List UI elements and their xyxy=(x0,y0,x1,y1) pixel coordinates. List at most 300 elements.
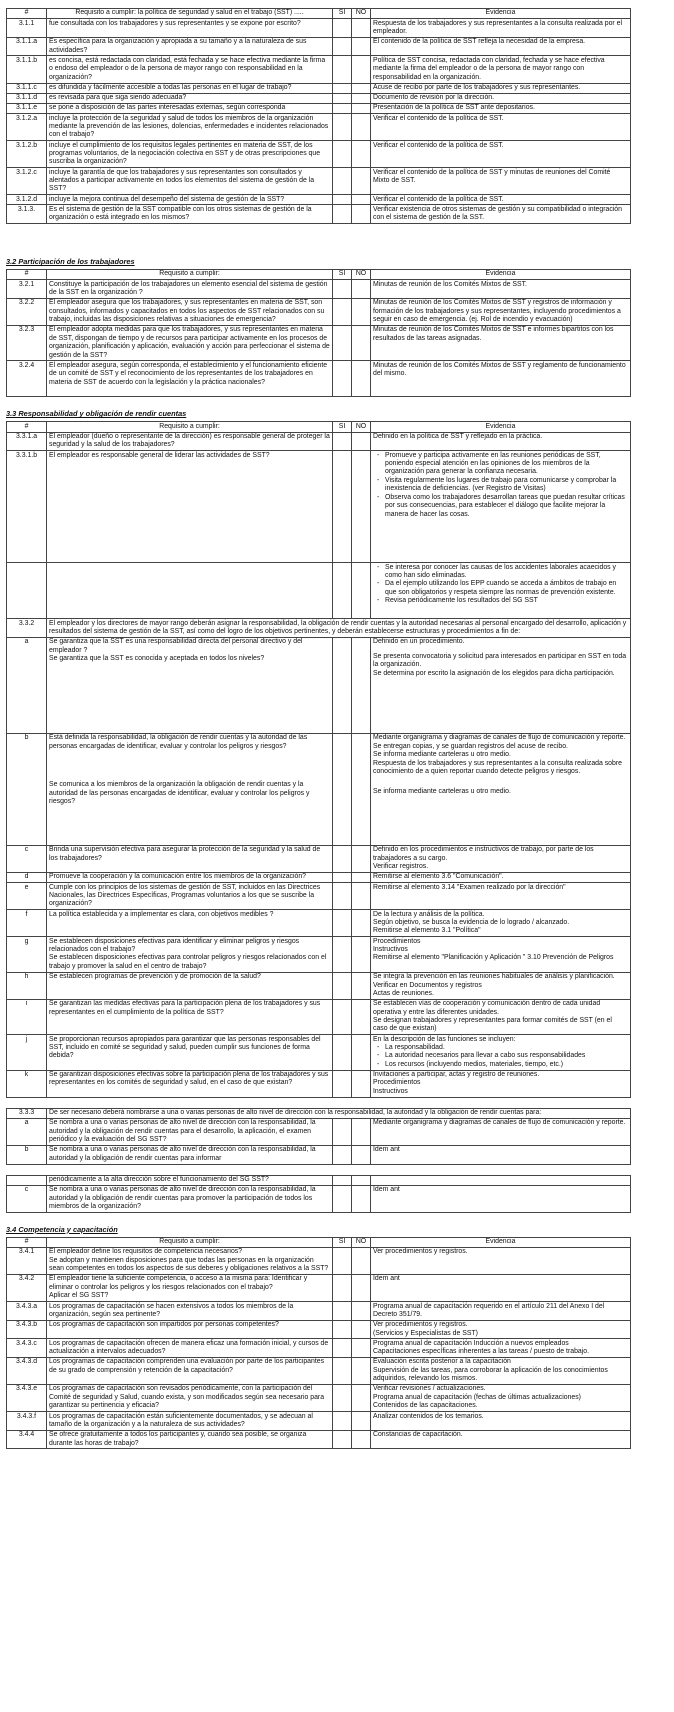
row-requirement: es difundida y fácilmente accesible a todas las personas en el lugar de trabajo? xyxy=(47,83,333,93)
row-requirement: incluye la protección de la seguridad y salud de todos los miembros de la organización mediante la prevención de las lesiones, dolencias, enfermedades e incidentes relacionados con el trabajo? xyxy=(47,114,333,141)
si-cell[interactable] xyxy=(333,325,352,360)
competence-checklist-table xyxy=(6,1237,631,1450)
row-evidence-line: Ver procedimientos y registros. xyxy=(373,1248,468,1256)
row-number: 3.2.2 xyxy=(7,298,47,325)
si-cell[interactable] xyxy=(333,432,352,451)
col-header-num: # xyxy=(7,270,47,280)
col-header-evidence: Evidencia xyxy=(371,9,631,19)
col-header-si: SI xyxy=(333,422,352,432)
si-cell[interactable] xyxy=(333,1248,352,1275)
evidence-list xyxy=(373,564,628,606)
no-cell[interactable] xyxy=(352,1185,371,1212)
si-cell[interactable] xyxy=(333,872,352,882)
table-row xyxy=(7,103,631,113)
row-requirement-line: Los programas de capacitación son impartidos por personas competentes? xyxy=(49,1321,279,1329)
row-evidence: Verificar el contenido de la política de SST. xyxy=(371,114,631,141)
si-cell[interactable] xyxy=(333,1275,352,1302)
row-number: 3.1.1.b xyxy=(7,56,47,83)
no-cell[interactable] xyxy=(352,845,371,872)
no-cell[interactable] xyxy=(352,298,371,325)
table-row xyxy=(7,114,631,141)
row-number: b xyxy=(7,1145,47,1164)
row-requirement xyxy=(47,1339,333,1358)
row-evidence-line: Programa anual de capacitación Inducción a nuevos empleados xyxy=(373,1339,569,1347)
no-cell[interactable] xyxy=(352,1430,371,1449)
responsibility-checklist-table xyxy=(6,421,631,1097)
row-evidence-line: Instructivos xyxy=(373,946,408,954)
row-number: 3.3.2 xyxy=(7,619,47,638)
row-evidence: Respuesta de los trabajadores y sus representantes a la consulta realizada por el empleador. xyxy=(371,19,631,38)
row-number: 3.2.3 xyxy=(7,325,47,360)
senior-management-body-continued xyxy=(7,1175,631,1212)
row-evidence xyxy=(371,733,631,845)
row-evidence xyxy=(371,563,631,619)
no-cell[interactable] xyxy=(352,1035,371,1070)
row-number: 3.4.2 xyxy=(7,1275,47,1302)
table-row xyxy=(7,1118,631,1145)
table-row xyxy=(7,432,631,451)
senior-management-body xyxy=(7,1108,631,1164)
competence-checklist-body xyxy=(7,1248,631,1449)
row-evidence xyxy=(371,1430,631,1449)
col-header-no: NO xyxy=(352,422,371,432)
row-evidence-line: Verificar en Documentos y registros xyxy=(373,981,482,989)
si-cell[interactable] xyxy=(333,141,352,168)
table-row xyxy=(7,56,631,83)
row-number: 3.3.1.a xyxy=(7,432,47,451)
row-evidence-line: Ver procedimientos y registros. xyxy=(373,1321,468,1329)
row-evidence-line: (Servicios y Especialistas de SST) xyxy=(373,1329,478,1337)
row-evidence xyxy=(371,972,631,999)
no-cell[interactable] xyxy=(352,432,371,451)
row-evidence: Minutas de reunión de los Comités Mixtos de SST e informes bipartitos con los resultados de las tareas asignadas. xyxy=(371,325,631,360)
row-evidence: Verificar el contenido de la política de SST. xyxy=(371,141,631,168)
row-evidence-line: Analizar contenidos de los temarios. xyxy=(373,1412,484,1420)
table-row xyxy=(7,83,631,93)
row-requirement-line: Se ofrece gratuitamente a todos los participantes y, cuando sea posible, se organiza durante las horas de trabajo? xyxy=(49,1431,307,1447)
table-header-row xyxy=(7,1237,631,1247)
row-evidence-line: Verificar revisiones / actualizaciones. xyxy=(373,1385,486,1393)
row-evidence-line: Remitirse al elemento 3.6 "Comunicación". xyxy=(373,873,504,881)
table-row xyxy=(7,1430,631,1449)
row-number: c xyxy=(7,1185,47,1212)
row-evidence xyxy=(371,1070,631,1097)
si-cell[interactable] xyxy=(333,1430,352,1449)
table-row xyxy=(7,1248,631,1275)
no-cell[interactable] xyxy=(352,56,371,83)
si-cell[interactable] xyxy=(333,845,352,872)
row-requirement: se pone a disposición de las partes interesadas externas, según corresponda xyxy=(47,103,333,113)
si-cell[interactable] xyxy=(333,1185,352,1212)
si-cell[interactable] xyxy=(333,114,352,141)
no-cell[interactable] xyxy=(352,280,371,299)
si-cell[interactable] xyxy=(333,56,352,83)
row-evidence-line: Capacitaciones específicas inherentes a las tareas / puesto de trabajo. xyxy=(373,1348,590,1356)
row-evidence-line: Remitirse al elemento "Planificación y Aplicación " 3.10 Prevención de Peligros xyxy=(373,954,614,962)
si-cell[interactable] xyxy=(333,361,352,397)
row-requirement xyxy=(47,1358,333,1385)
row-evidence-line: Se designan trabajadores y representantes para formar comités de SST (en el caso de que existan) xyxy=(373,1016,612,1033)
evidence-list-item: - Visita regularmente los lugares de trabajo para comunicarse y comprobar la inexistencia de deficiencias. (ver Registro de Visitas) xyxy=(385,477,628,494)
row-requirement-line: La política establecida y a implementar es clara, con objetivos medibles ? xyxy=(49,910,274,918)
table-row xyxy=(7,972,631,999)
row-requirement-line: Se garantiza que la SST es conocida y aceptada en todos los niveles? xyxy=(49,655,265,663)
row-number: f xyxy=(7,910,47,937)
row-evidence-line: Evaluación escrita posterior a la capacitación xyxy=(373,1358,511,1366)
row-requirement: Se nombra a una o varias personas de alto nivel de dirección con la responsabilidad, la autoridad y la obligación de rendir cuentas para promover la participación de todos los miembros de la organización? xyxy=(47,1185,333,1212)
row-requirement: Se nombra a una o varias personas de alto nivel de dirección con la responsabilidad, la autoridad y la obligación de rendir cuentas para informar xyxy=(47,1145,333,1164)
row-evidence: Idem ant xyxy=(371,1145,631,1164)
row-number: 3.4.4 xyxy=(7,1430,47,1449)
row-requirement: periódicamente a la alta dirección sobre el funcionamiento del SG SST? xyxy=(47,1175,333,1185)
row-number: 3.4.3.b xyxy=(7,1320,47,1339)
row-evidence xyxy=(371,883,631,910)
row-requirement-line: Los programas de capacitación son revisados periódicamente, con la participación del Comité de seguridad y Salud, cuando exista, y son modificados según sea necesario para garantizar su pertinencia y eficacia? xyxy=(49,1385,325,1410)
row-number xyxy=(7,1175,47,1185)
row-evidence-line: Remitirse al elemento 3.14 "Examen realizado por la dirección" xyxy=(373,883,566,891)
si-cell[interactable] xyxy=(333,1320,352,1339)
no-cell[interactable] xyxy=(352,83,371,93)
row-evidence xyxy=(371,1412,631,1431)
row-evidence: Política de SST concisa, redactada con claridad, fechada y se hace efectiva mediante la firma del empleador o de la persona de mayor rango con responsabilidad en la organización. xyxy=(371,56,631,83)
row-evidence xyxy=(371,637,631,733)
table-row xyxy=(7,999,631,1034)
senior-management-table xyxy=(6,1108,631,1165)
row-requirement: es concisa, está redactada con claridad, está fechada y se hace efectiva mediante la firma o endoso del empleador o de la persona de mayor rango con responsabilidad en la organización? xyxy=(47,56,333,83)
row-evidence xyxy=(371,937,631,972)
row-number: 3.1.1.d xyxy=(7,93,47,103)
evidence-list-item: - La responsabilidad. xyxy=(385,1044,628,1052)
section-title-3-4: 3.4 Competencia y capacitación xyxy=(6,1224,118,1234)
row-number: d xyxy=(7,872,47,882)
row-number: 3.1.2.a xyxy=(7,114,47,141)
row-evidence-line: Se informa mediante carteleras u otro medio. xyxy=(373,751,511,759)
row-requirement-line: El empleador tiene la suficiente competencia, o acceso a la misma para: Identificar y eliminar o controlar los peligros y los riesgos relacionados con el trabajo? xyxy=(49,1275,308,1291)
row-evidence: Minutas de reunión de los Comités Mixtos de SST. xyxy=(371,280,631,299)
no-cell[interactable] xyxy=(352,1070,371,1097)
col-header-si: SI xyxy=(333,9,352,19)
evidence-list-item: - Los recursos (incluyendo medios, materiales, tiempo, etc.) xyxy=(385,1061,628,1069)
no-cell[interactable] xyxy=(352,451,371,563)
row-evidence: Minutas de reunión de los Comités Mixtos de SST y registros de información y formación de los trabajadores y sus representantes, incluyendo procedimientos a seguir en caso de emergencia. (ej. Rol de incendio y evacuación) xyxy=(371,298,631,325)
table-header-row xyxy=(7,9,631,19)
table-row xyxy=(7,1108,631,1118)
row-requirement-line: Brinda una supervisión efectiva para asegurar la protección de la seguridad y la salud de los trabajadores? xyxy=(49,846,321,862)
row-requirement-line: Los programas de capacitación comprenden una evaluación por parte de los participantes de su grado de comprensión y retención de la capacitación? xyxy=(49,1358,325,1374)
table-row xyxy=(7,325,631,360)
row-evidence xyxy=(371,1385,631,1412)
no-cell[interactable] xyxy=(352,637,371,733)
evidence-list-item: - Promueve y participa activamente en las reuniones periódicas de SST, poniendo especial atención en las opiniones de los miembros de la organización para generar la confianza necesaria. xyxy=(385,452,628,477)
row-number: a xyxy=(7,637,47,733)
table-row xyxy=(7,1070,631,1097)
row-evidence: Minutas de reunión de los Comités Mixtos de SST y reglamento de funcionamiento del mismo. xyxy=(371,361,631,397)
row-evidence: Definido en la política de SST y reflejado en la práctica. xyxy=(371,432,631,451)
no-cell[interactable] xyxy=(352,19,371,38)
row-number: e xyxy=(7,883,47,910)
col-header-si: SI xyxy=(333,1237,352,1247)
si-cell[interactable] xyxy=(333,93,352,103)
row-number: k xyxy=(7,1070,47,1097)
si-cell[interactable] xyxy=(333,280,352,299)
table-row xyxy=(7,37,631,56)
no-cell[interactable] xyxy=(352,1175,371,1185)
table-row xyxy=(7,1302,631,1321)
row-requirement: Se nombra a una o varias personas de alto nivel de dirección con la responsabilidad, la autoridad y la obligación de rendir cuentas para el desarrollo, la aplicación, el examen periódico y la evaluación del SG SST? xyxy=(47,1118,333,1145)
row-number: 3.2.4 xyxy=(7,361,47,397)
row-evidence: Verificar el contenido de la política de SST y minutas de reuniones del Comité Mixto de SST. xyxy=(371,168,631,195)
no-cell[interactable] xyxy=(352,361,371,397)
row-requirement: El empleador es responsable general de liderar las actividades de SST? xyxy=(47,451,333,563)
table-row xyxy=(7,1320,631,1339)
no-cell[interactable] xyxy=(352,93,371,103)
row-requirement xyxy=(47,637,333,733)
row-evidence: Verificar existencia de otros sistemas de gestión y su compatibilidad o integración con el sistema de gestión de la SST. xyxy=(371,205,631,224)
no-cell[interactable] xyxy=(352,325,371,360)
section-title-3-3: 3.3 Responsabilidad y obligación de rendir cuentas xyxy=(6,409,187,419)
table-row xyxy=(7,168,631,195)
no-cell[interactable] xyxy=(352,1118,371,1145)
row-requirement: incluye el cumplimiento de los requisitos legales pertinentes en materia de SST, de los programas voluntarios, de la negociación colectiva en SST y de otras prescripciones que suscriba la organización? xyxy=(47,141,333,168)
table-row xyxy=(7,563,631,619)
table-row xyxy=(7,451,631,563)
no-cell[interactable] xyxy=(352,114,371,141)
row-evidence xyxy=(371,1320,631,1339)
no-cell[interactable] xyxy=(352,1385,371,1412)
table-row xyxy=(7,619,631,638)
si-cell[interactable] xyxy=(333,103,352,113)
table-row xyxy=(7,1385,631,1412)
row-evidence-line: Se determina por escrito la asignación de los elegidos para dicha participación. xyxy=(373,669,615,677)
row-requirement xyxy=(47,910,333,937)
no-cell[interactable] xyxy=(352,972,371,999)
no-cell[interactable] xyxy=(352,872,371,882)
row-requirement: incluye la mejora continua del desempeño del sistema de gestión de la SST? xyxy=(47,195,333,205)
row-requirement-line: Se garantizan las medidas efectivas para la participación plena de los trabajadores y sus representantes en el cumplimiento de la política de SST? xyxy=(49,1000,321,1016)
row-requirement-line: Aplicar el SG SST? xyxy=(49,1292,109,1300)
col-header-si: SI xyxy=(333,270,352,280)
row-number: g xyxy=(7,937,47,972)
si-cell[interactable] xyxy=(333,1412,352,1431)
si-cell[interactable] xyxy=(333,1339,352,1358)
table-row xyxy=(7,141,631,168)
row-evidence-line: Se entregan copias, y se guardan registros del acuse de recibo. xyxy=(373,742,568,750)
row-number: a xyxy=(7,1118,47,1145)
policy-checklist-body xyxy=(7,19,631,224)
table-row xyxy=(7,872,631,882)
row-number: h xyxy=(7,972,47,999)
no-cell[interactable] xyxy=(352,999,371,1034)
responsibility-subitems-body xyxy=(7,637,631,1097)
table-row xyxy=(7,883,631,910)
si-cell[interactable] xyxy=(333,733,352,845)
si-cell[interactable] xyxy=(333,1145,352,1164)
row-requirement xyxy=(47,1035,333,1070)
row-requirement xyxy=(47,1070,333,1097)
row-evidence-line: Respuesta de los trabajadores y sus representantes a la consulta realizada sobre conocimiento de a quien reportar cuando detecte peligros y riesgos. xyxy=(373,759,622,775)
row-evidence-line: Remitirse al elemento 3.1 "Política" xyxy=(373,927,481,935)
row-evidence-line: Según objetivo, se busca la evidencia de lo logrado / alcanzado. xyxy=(373,918,570,926)
row-evidence: El contenido de la política de SST refleja la necesidad de la empresa. xyxy=(371,37,631,56)
no-cell[interactable] xyxy=(352,1339,371,1358)
row-requirement xyxy=(47,937,333,972)
row-requirement-line: El empleador define los requisitos de competencia necesarios? xyxy=(49,1248,243,1256)
no-cell[interactable] xyxy=(352,563,371,619)
si-cell[interactable] xyxy=(333,1118,352,1145)
si-cell[interactable] xyxy=(333,195,352,205)
row-evidence-line: Definido en los procedimientos e instructivos de trabajo, por parte de los trabajadores a su cargo. xyxy=(373,846,594,862)
row-requirement-line: Se establecen disposiciones efectivas para controlar peligros y riesgos relacionados con el trabajo y promover la salud en el centro de trabajo? xyxy=(49,954,327,970)
row-evidence: Acuse de recibo por parte de los trabajadores y sus representantes. xyxy=(371,83,631,93)
table-row xyxy=(7,910,631,937)
si-cell[interactable] xyxy=(333,298,352,325)
no-cell[interactable] xyxy=(352,168,371,195)
row-requirement: El empleador y los directores de mayor rango deberán asignar la responsabilidad, la obligación de rendir cuentas y la autoridad necesarias al personal encargado del desarrollo, aplicación y resultados del sistema de gestión de la SST, así como del logro de los objetivos pertinentes, y deberán establecerse estructuras y procedimientos a fin de: xyxy=(47,619,631,638)
row-number: 3.1.2.c xyxy=(7,168,47,195)
row-requirement-line: Cumple con los principios de los sistemas de gestión de SST, incluidos en las Directrices Nacionales, las Directrices Específicas, Programas voluntarios a los que se suscribe la organización? xyxy=(49,883,321,908)
row-requirement-line: Se garantiza que la SST es una responsabilidad directa del personal directivo y del empleador ? xyxy=(49,638,303,654)
si-cell[interactable] xyxy=(333,451,352,563)
row-evidence: Idem ant xyxy=(371,1185,631,1212)
no-cell[interactable] xyxy=(352,937,371,972)
no-cell[interactable] xyxy=(352,733,371,845)
row-requirement-line: Se proporcionan recursos apropiados para garantizar que las personas responsables del SST, incluido en comité se seguridad y salud, pueden cumplir sus funciones de forma debida? xyxy=(49,1035,321,1060)
row-requirement: El empleador (dueño o representante de la dirección) es responsable general de proteger la seguridad y la salud de los trabajadores? xyxy=(47,432,333,451)
no-cell[interactable] xyxy=(352,37,371,56)
table-row xyxy=(7,845,631,872)
si-cell[interactable] xyxy=(333,1302,352,1321)
row-evidence-line: Se informa mediante carteleras u otro medio. xyxy=(373,788,511,796)
evidence-list-item: - La autoridad necesarios para llevar a cabo sus responsabilidades xyxy=(385,1052,628,1060)
row-evidence: Presentación de la política de SST ante depositarios. xyxy=(371,103,631,113)
no-cell[interactable] xyxy=(352,1145,371,1164)
no-cell[interactable] xyxy=(352,103,371,113)
row-requirement-line: Promueve la cooperación y la comunicación entre los miembros de la organización? xyxy=(49,873,307,881)
row-evidence xyxy=(371,1175,631,1185)
col-header-requirement: Requisito a cumplir: xyxy=(47,270,333,280)
row-evidence-line: Invitaciones a participar, actas y registro de reuniones. xyxy=(373,1071,540,1079)
no-cell[interactable] xyxy=(352,1412,371,1431)
row-evidence-line: Actas de reuniones. xyxy=(373,989,434,997)
si-cell[interactable] xyxy=(333,910,352,937)
row-evidence: Mediante organigrama y diagramas de canales de flujo de comunicación y reporte. xyxy=(371,1118,631,1145)
row-evidence xyxy=(371,845,631,872)
row-number: 3.4.3.f xyxy=(7,1412,47,1431)
row-evidence: Documento de revisión por la dirección. xyxy=(371,93,631,103)
row-evidence-line: Constancias de capacitación. xyxy=(373,1431,463,1439)
row-evidence xyxy=(371,451,631,563)
col-header-requirement: Requisito a cumplir: xyxy=(47,1237,333,1247)
table-row xyxy=(7,1185,631,1212)
si-cell[interactable] xyxy=(333,19,352,38)
row-number: 3.2.1 xyxy=(7,280,47,299)
table-row xyxy=(7,1175,631,1185)
no-cell[interactable] xyxy=(352,1358,371,1385)
row-evidence xyxy=(371,1035,631,1070)
table-row xyxy=(7,1339,631,1358)
si-cell[interactable] xyxy=(333,1035,352,1070)
table-header-row xyxy=(7,422,631,432)
si-cell[interactable] xyxy=(333,937,352,972)
no-cell[interactable] xyxy=(352,1302,371,1321)
table-row xyxy=(7,937,631,972)
row-number: 3.1.1 xyxy=(7,19,47,38)
no-cell[interactable] xyxy=(352,1248,371,1275)
col-header-num: # xyxy=(7,1237,47,1247)
table-row xyxy=(7,361,631,397)
si-cell[interactable] xyxy=(333,37,352,56)
row-requirement xyxy=(47,972,333,999)
si-cell[interactable] xyxy=(333,972,352,999)
no-cell[interactable] xyxy=(352,1275,371,1302)
no-cell[interactable] xyxy=(352,195,371,205)
si-cell[interactable] xyxy=(333,1385,352,1412)
row-number: 3.1.3. xyxy=(7,205,47,224)
row-requirement-line: Los programas de capacitación se hacen extensivos a todos los miembros de la organización, según sea pertinente? xyxy=(49,1302,294,1318)
table-row xyxy=(7,298,631,325)
row-requirement xyxy=(47,872,333,882)
row-number xyxy=(7,563,47,619)
row-number: 3.4.3.d xyxy=(7,1358,47,1385)
col-header-no: NO xyxy=(352,1237,371,1247)
si-cell[interactable] xyxy=(333,1070,352,1097)
row-requirement: De ser necesario deberá nombrarse a una o varias personas de alto nivel de dirección con la responsabilidad, la autoridad y la obligación de rendir cuentas para: xyxy=(47,1108,631,1118)
si-cell[interactable] xyxy=(333,563,352,619)
evidence-list xyxy=(373,452,628,519)
si-cell[interactable] xyxy=(333,168,352,195)
row-requirement xyxy=(47,733,333,845)
si-cell[interactable] xyxy=(333,883,352,910)
table-row xyxy=(7,1145,631,1164)
row-evidence-line: Contenidos de las capacitaciones. xyxy=(373,1402,478,1410)
si-cell[interactable] xyxy=(333,999,352,1034)
si-cell[interactable] xyxy=(333,83,352,93)
row-evidence-line: Procedimientos xyxy=(373,937,421,945)
row-requirement xyxy=(47,883,333,910)
col-header-num: # xyxy=(7,422,47,432)
row-evidence-line: Supervisión de las tareas, para corroborar la aplicación de los conocimientos adquiridos, relevando los mismos. xyxy=(373,1366,608,1383)
row-requirement xyxy=(47,1320,333,1339)
row-requirement-line: Está definida la responsabilidad, la obligación de rendir cuentas y la autoridad de las personas encargadas de identificar, evaluar y controlar los peligros y riesgos? xyxy=(49,734,308,750)
col-header-evidence: Evidencia xyxy=(371,1237,631,1247)
si-cell[interactable] xyxy=(333,205,352,224)
no-cell[interactable] xyxy=(352,205,371,224)
no-cell[interactable] xyxy=(352,883,371,910)
row-requirement: incluye la garantía de que los trabajadores y sus representantes son consultados y alentados a participar activamente en todos los elementos del sistema de gestión de la SST? xyxy=(47,168,333,195)
si-cell[interactable] xyxy=(333,637,352,733)
no-cell[interactable] xyxy=(352,910,371,937)
no-cell[interactable] xyxy=(352,1320,371,1339)
si-cell[interactable] xyxy=(333,1175,352,1185)
si-cell[interactable] xyxy=(333,1358,352,1385)
row-evidence-line: Idem ant xyxy=(373,1275,400,1283)
row-requirement: Es el sistema de gestión de la SST compatible con los otros sistemas de gestión de la organización o está integrado en los mismos? xyxy=(47,205,333,224)
row-evidence-line: Programa anual de capacitación (fechas de últimas actualizaciones) xyxy=(373,1393,581,1401)
row-number: 3.3.1.b xyxy=(7,451,47,563)
row-number: j xyxy=(7,1035,47,1070)
evidence-list-item: - Se interesa por conocer las causas de los accidentes laborales acaecidos y como han sido eliminadas. xyxy=(385,564,628,581)
row-evidence-line: De la lectura y análisis de la política. xyxy=(373,910,485,918)
row-requirement-line: Se garantizan disposiciones efectivas sobre la participación plena de los trabajadores y sus representantes en los comités de seguridad y salud, en el caso de que existan? xyxy=(49,1071,329,1087)
section-title-3-2: 3.2 Participación de los trabajadores xyxy=(6,257,135,267)
no-cell[interactable] xyxy=(352,141,371,168)
table-header-row xyxy=(7,270,631,280)
row-number: 3.1.1.a xyxy=(7,37,47,56)
row-number: b xyxy=(7,733,47,845)
table-row xyxy=(7,1358,631,1385)
row-evidence-line: Se presenta convocatoria y solicitud para interesados en participar en SST en toda la organización. xyxy=(373,652,627,669)
col-header-num: # xyxy=(7,9,47,19)
